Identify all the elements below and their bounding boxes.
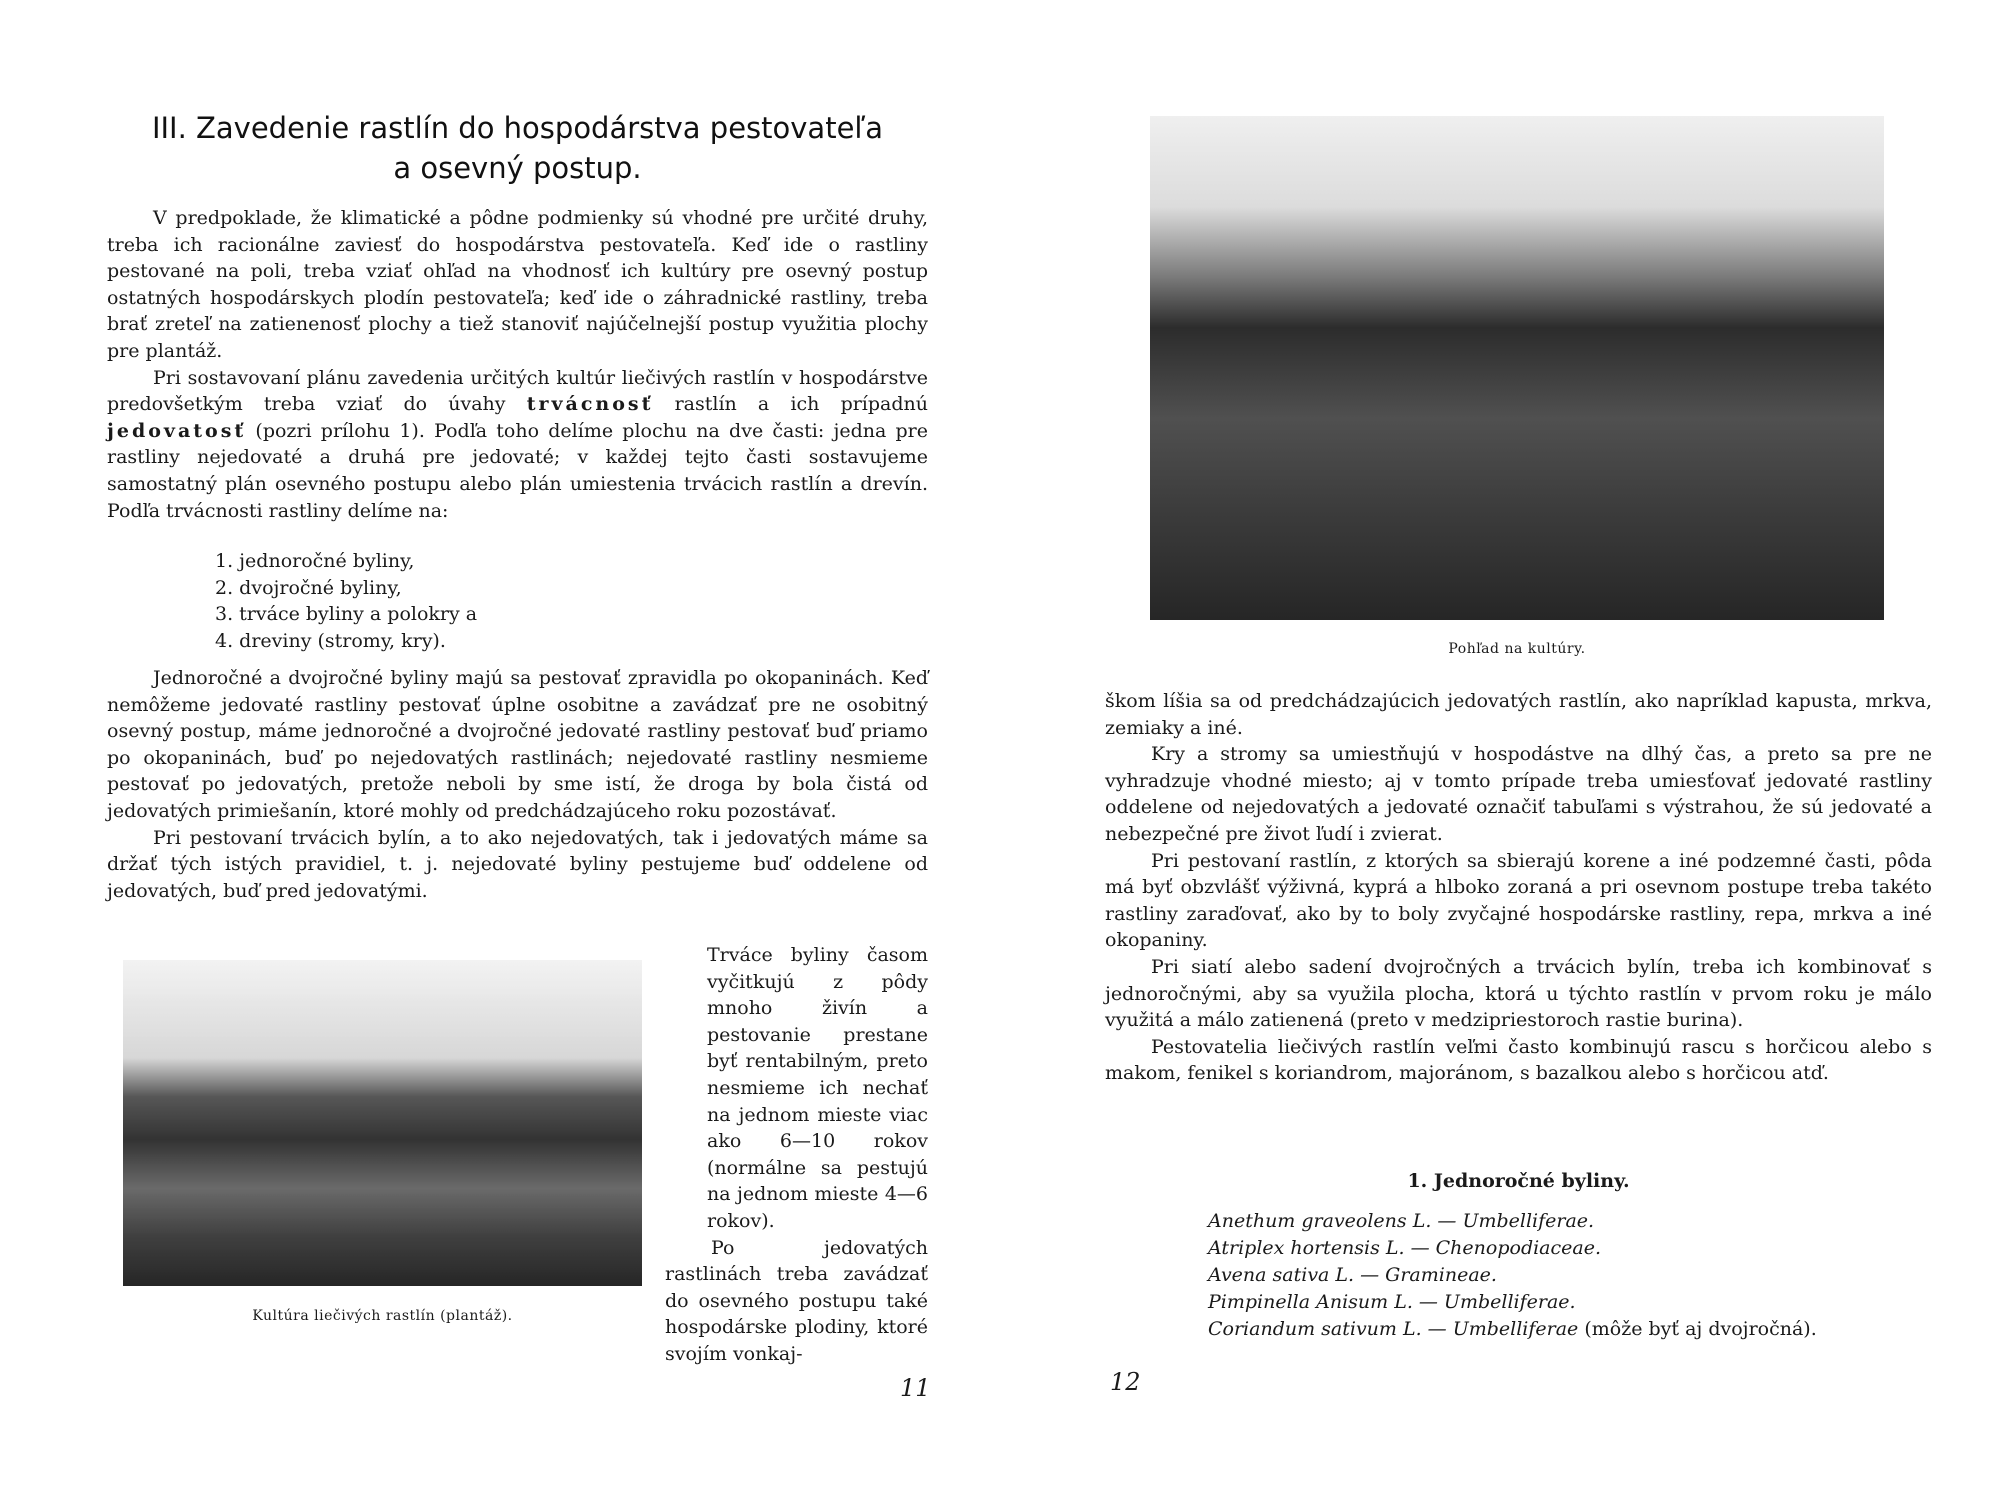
species-item: [1208, 1289, 1948, 1316]
paragraph: Pri siatí alebo sadení dvojročných a trvácich bylín, treba ich kombinovať s jednoročnými, aby sa využila plocha, ktorá u týchto rastlín v prvom roku je málo využitá a málo zatienená (preto v medzipriestoroch rastie burina).: [1105, 955, 1932, 1032]
list-item: 2. dvojročné byliny,: [215, 576, 402, 599]
paragraph: Pestovatelia liečivých rastlín veľmi často kombinujú rascu s horčicou alebo s makom, fenikel s koriandrom, majoránom, s bazalkou alebo s horčicou atď.: [1105, 1035, 1932, 1085]
paragraph: Pri pestovaní trvácich bylín, a to ako nejedovatých, tak i jedovatých máme sa držať tých istých pravidiel, t. j. nejedovaté byliny pestujeme buď oddelene od jedovatých, buď pred jedovatými.: [107, 826, 928, 902]
emphasis: trvácnosť: [526, 393, 654, 416]
plantation-photo: [123, 960, 642, 1286]
left-body-middle: [107, 665, 928, 904]
species-item: [1208, 1262, 1948, 1289]
species-name: Avena sativa L. — Gramineae.: [1208, 1264, 1497, 1286]
photo-caption: Pohľad na kultúry.: [1448, 641, 1586, 657]
species-name: Coriandum sativum L. — Umbelliferae: [1208, 1318, 1579, 1340]
list-item: 3. trváce byliny a polokry a: [215, 603, 478, 626]
page-number: 11: [900, 1374, 931, 1402]
right-body: [1105, 688, 1932, 1087]
species-note: (môže byť aj dvojročná).: [1584, 1318, 1817, 1340]
paragraph: škom líšia sa od predchádzajúcich jedovatých rastlín, ako napríklad kapusta, mrkva, zemiaky a iné.: [1105, 690, 1932, 739]
species-item: [1208, 1208, 1948, 1235]
species-name: Anethum graveolens L. — Umbelliferae.: [1208, 1210, 1595, 1232]
emphasis: jedovatosť: [107, 419, 247, 442]
chapter-title-line1: III. Zavedenie rastlín do hospodárstva pestovateľa: [151, 111, 884, 145]
species-name: Atriplex hortensis L. — Chenopodiaceae.: [1208, 1237, 1602, 1259]
species-list: [1208, 1208, 1948, 1343]
duration-list: [215, 548, 477, 654]
species-item: [1208, 1316, 1948, 1343]
chapter-title: [107, 108, 928, 188]
paragraph: Kry a stromy sa umiestňujú v hospodástve na dlhý čas, a preto sa pre ne vyhradzuje vhodné miesto; aj v tomto prípade treba umiesťovať jedovaté rastliny oddelene od nejedovatých a jedovaté označiť tabuľami s výstrahou, že sú jedovaté a nebezpečné pre život ľudí i zvierat.: [1105, 743, 1932, 845]
left-body-side: [665, 942, 928, 1368]
paragraph: Trváce byliny časom vyčitkujú z pôdy mnoho živín a pestovanie prestane byť rentabilným, preto nesmieme ich nechať na jednom mieste viac ako 6—10 rokov (normálne sa pestujú na jednom mieste 4—6 rokov).: [707, 944, 928, 1232]
paragraph: Po jedovatých rastlinách treba zavádzať do osevného postupu také hospodárske plodiny, ktoré svojím vonkaj-: [665, 1236, 928, 1365]
list-item: 4. dreviny (stromy, kry).: [215, 629, 446, 652]
paragraph: [107, 365, 928, 525]
chapter-title-line2: a osevný postup.: [393, 151, 642, 185]
section-heading: 1. Jednoročné byliny.: [1407, 1170, 1630, 1192]
text: Pri sostavovaní plánu zavedenia určitých kultúr liečivých rastlín v hospodárstve predovšetkým treba vziať do úvahy: [107, 366, 928, 416]
species-item: [1208, 1235, 1948, 1262]
paragraph: Pri pestovaní rastlín, z ktorých sa sbierajú korene a iné podzemné časti, pôda má byť obzvlášť výživná, kyprá a hlboko zoraná a pri osevnom postupe treba takéto rastliny zaraďovať, ako by to boly zvyčajné hospodárske rastliny, repa, mrkva a iné okopaniny.: [1105, 849, 1932, 952]
left-body-top: [107, 205, 928, 524]
text: (pozri prílohu 1). Podľa toho delíme plochu na dve časti: jedna pre rastliny nejedovaté a druhá pre jedovaté; v každej tejto časti sostavujeme samostatný plán osevného postupu alebo plán umiestenia trvácich rastlín a drevín. Podľa trvácnosti rastliny delíme na:: [107, 419, 928, 522]
paragraph: Jednoročné a dvojročné byliny majú sa pestovať zpravidla po okopaninách. Keď nemôžeme jedovaté rastliny pestovať úplne osobitne a zavádzať pre ne osobitný osevný postup, máme jednoročné a dvojročné jedovaté rastliny pestovať buď priamo po okopaninách, buď po nejedovatých rastlinách; nejedovaté rastliny nesmieme pestovať po jedovatých, pretože neboli by sme istí, že droga by bola čistá od jedovatých primiešanín, ktoré mohly od predchádzajúceho roku pozostávať.: [107, 667, 928, 822]
list-item: 1. jednoročné byliny,: [215, 550, 415, 572]
fields-photo: [1150, 116, 1884, 620]
photo-caption: Kultúra liečivých rastlín (plantáž).: [252, 1308, 513, 1324]
page-number: 12: [1110, 1368, 1141, 1396]
species-name: Pimpinella Anisum L. — Umbelliferae.: [1208, 1291, 1576, 1313]
paragraph: V predpoklade, že klimatické a pôdne podmienky sú vhodné pre určité druhy, treba ich racionálne zaviesť do hospodárstva pestovateľa. Keď ide o rastliny pestované na poli, treba vziať ohľad na vhodnosť ich kultúry pre osevný postup ostatných hospodárskych plodín pestovateľa; keď ide o záhradnické rastliny, treba brať zreteľ na zatienenosť plochy a tiež stanoviť najúčelnejší postup využitia plochy pre plantáž.: [107, 207, 928, 362]
text: rastlín a ich prípadnú: [674, 393, 929, 416]
